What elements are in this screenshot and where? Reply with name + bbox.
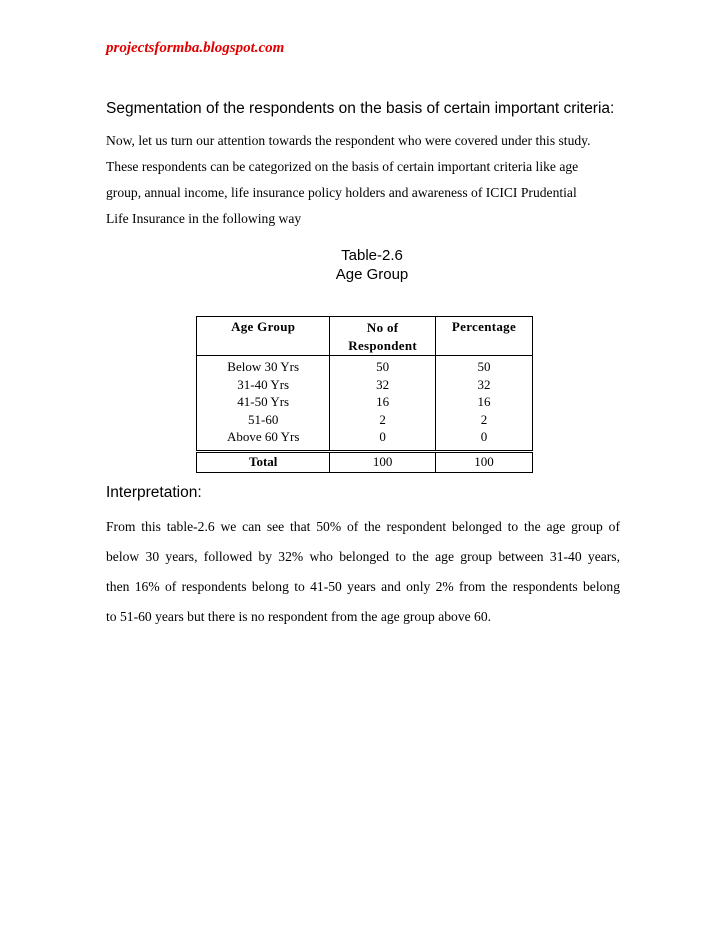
age-group-column <box>197 356 330 452</box>
respondents-column <box>330 356 436 452</box>
table-cell: 50 <box>376 359 390 374</box>
total-percentage: 100 <box>435 451 532 472</box>
intro-line: group, annual income, life insurance policy holders and awareness of ICICI Prudential <box>106 185 577 200</box>
header-respondents-line1: No of <box>366 320 399 335</box>
intro-line: Now, let us turn our attention towards the respondent who were covered under this study. <box>106 133 591 148</box>
table-number: Table-2.6 <box>341 247 403 264</box>
interpretation-line: From this table-2.6 we can see that 50% of the respondent belonged to the age group of <box>106 519 620 534</box>
interpretation-paragraph <box>106 512 620 632</box>
table-cell: 41-50 Yrs <box>237 394 290 410</box>
intro-line: Life Insurance in the following way <box>106 211 302 226</box>
table-cell: 16 <box>376 394 390 410</box>
total-label: Total <box>197 451 330 472</box>
header-percentage: Percentage <box>435 317 532 356</box>
intro-paragraph <box>106 128 646 232</box>
table-cell: Above 60 Yrs <box>226 429 300 445</box>
total-respondents: 100 <box>330 451 436 472</box>
table-title: Age Group <box>335 266 409 283</box>
table-cell: 0 <box>480 429 488 445</box>
table-cell: 31-40 Yrs <box>237 376 290 392</box>
age-group-table <box>196 316 533 473</box>
interpretation-heading: Interpretation: <box>106 484 202 501</box>
table-cell: Below 30 Yrs <box>227 359 300 374</box>
table-body-row <box>197 356 533 452</box>
table-header-row <box>197 317 533 356</box>
table-cell: 0 <box>379 429 386 445</box>
header-age-group: Age Group <box>197 317 330 356</box>
interpretation-line: then 16% of respondents belong to 41-50 years and only 2% from the respondents belong <box>106 579 620 594</box>
table-cell: 2 <box>379 411 386 427</box>
intro-line: These respondents can be categorized on the basis of certain important criteria like age <box>106 159 579 174</box>
table-cell: 50 <box>477 359 491 374</box>
table-cell: 51-60 <box>248 411 279 427</box>
watermark: projectsformba.blogspot.com <box>106 40 285 56</box>
table-cell: 32 <box>376 376 390 392</box>
table-cell: 32 <box>477 376 491 392</box>
table-cell: 2 <box>480 411 488 427</box>
percentage-column <box>435 356 532 452</box>
header-respondents <box>330 317 436 356</box>
header-respondents-line2: Respondent <box>348 337 418 353</box>
table-cell: 16 <box>477 394 491 410</box>
section-heading: Segmentation of the respondents on the basis of certain important criteria: <box>106 100 615 117</box>
interpretation-line: to 51-60 years but there is no respondent from the age group above 60. <box>106 609 492 624</box>
table-total-row <box>197 451 533 472</box>
interpretation-line: below 30 years, followed by 32% who belonged to the age group between 31-40 years, <box>106 549 620 564</box>
